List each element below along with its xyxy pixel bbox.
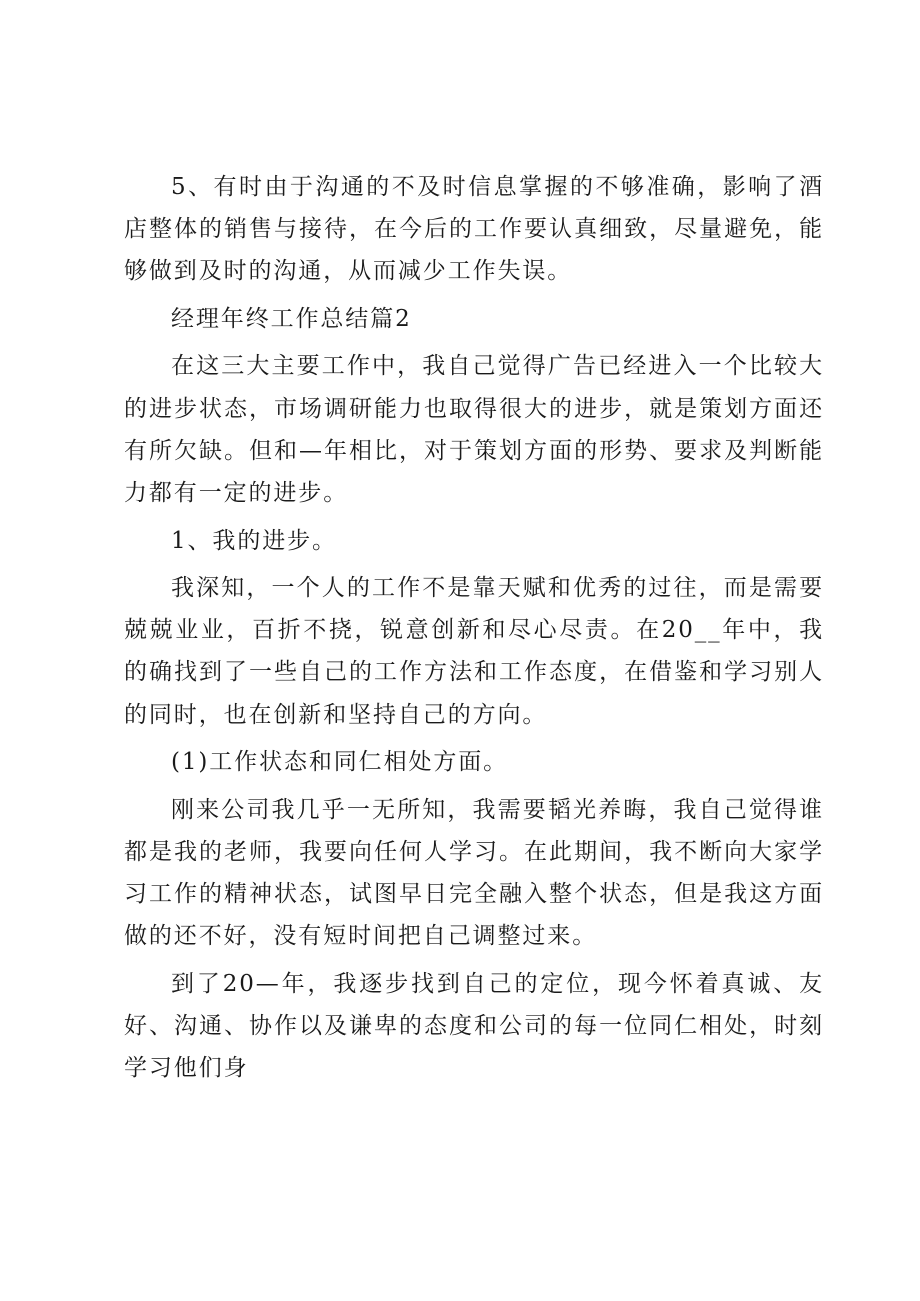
paragraph-work-method: 我深知，一个人的工作不是靠天赋和优秀的过往，而是需要兢兢业业，百折不挠，锐意创新和尽心尽责。在20__年中，我的确找到了一些自己的工作方法和工作态度，在借鉴和学习别人的同时，也在创新和坚持自己的方向。 [124,575,824,728]
paragraph-positioning: 到了20—年，我逐步找到自己的定位，现今怀着真诚、友好、沟通、协作以及谦卑的态度和公司的每一位同仁相处，时刻学习他们身 [124,970,824,1082]
section-heading: 经理年终工作总结篇2 [171,305,412,332]
paragraph-item-5: 5、有时由于沟通的不及时信息掌握的不够准确，影响了酒店整体的销售与接待，在今后的工作要认真细致，尽量避免，能够做到及时的沟通，从而减少工作失误。 [124,174,824,285]
document-body [124,166,824,1095]
subheading-work-status: (1)工作状态和同仁相处方面。 [171,749,509,776]
subheading-my-progress: 1、我的进步。 [171,527,337,554]
paragraph-new-arrival: 刚来公司我几乎一无所知，我需要韬光养晦，我自己觉得谁都是我的老师，我要向任何人学习。在此期间，我不断向大家学习工作的精神状态，试图早日完全融入整个状态，但是我这方面做的还不好，没有短时间把自己调整过来。 [124,796,824,950]
paragraph-main-work: 在这三大主要工作中，我自己觉得广告已经进入一个比较大的进步状态，市场调研能力也取得很大的进步，就是策划方面还有所欠缺。但和—年相比，对于策划方面的形势、要求及判断能力都有一定的进步。 [124,353,824,507]
